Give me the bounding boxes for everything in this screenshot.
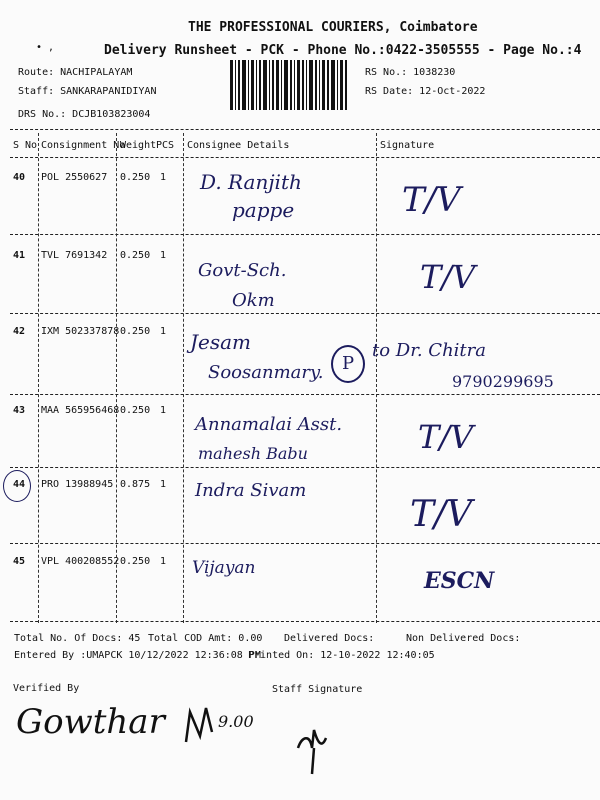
consignee-handwriting: Annamalai Asst.: [195, 414, 343, 435]
consignee-handwriting: Okm: [232, 290, 275, 311]
total-cod: Total COD Amt: 0.00: [148, 633, 263, 644]
row-weight: 0.250: [120, 172, 151, 183]
table-bottom-rule: [10, 621, 600, 622]
signature-handwriting: ESCN: [424, 568, 495, 594]
header-bottom-rule: [10, 157, 600, 158]
consignee-handwriting: Jesam: [190, 330, 252, 354]
row-pcs: 1: [160, 250, 167, 261]
col-sep: [376, 133, 377, 623]
non-delivered-docs: Non Delivered Docs:: [406, 633, 521, 644]
consignee-handwriting: mahesh Babu: [198, 444, 308, 463]
row-rule: [10, 467, 600, 468]
row-rule: [10, 234, 600, 235]
column-weight: Weight: [120, 140, 157, 151]
col-sep: [38, 133, 39, 623]
time-note: 9.00: [218, 712, 254, 731]
verifier-signature: Gowthar: [16, 702, 165, 742]
row-consignment: POL 2550627: [41, 172, 108, 183]
signature-handwriting: T/V: [420, 258, 476, 296]
row-sno: 45: [13, 556, 26, 567]
col-sep: [116, 133, 117, 623]
signature-handwriting: T/V: [418, 418, 474, 456]
total-docs: Total No. Of Docs: 45: [14, 633, 141, 644]
row-consignment: TVL 7691342: [41, 250, 108, 261]
staff-signature-scribble: [292, 718, 342, 778]
signature-handwriting: to Dr. Chitra: [372, 340, 486, 361]
staff-label: Staff: SANKARAPANIDIYAN: [18, 86, 157, 97]
phone-handwriting: 9790299695: [452, 372, 554, 391]
consignee-handwriting: Indra Sivam: [195, 480, 307, 501]
entered-by: Entered By :UMAPCK 10/12/2022 12:36:08 PM: [14, 650, 261, 661]
row-pcs: 1: [160, 172, 167, 183]
initials-scribble: [182, 702, 222, 746]
row-sno: 40: [13, 172, 26, 183]
row-consignment: PRO 13988945: [41, 479, 114, 490]
stamp-circle: P: [331, 345, 365, 383]
consignee-handwriting: D. Ranjith: [200, 170, 302, 194]
consignee-handwriting: pappe: [232, 198, 295, 222]
row-consignment: MAA 565956468: [41, 405, 120, 416]
row-weight: 0.250: [120, 556, 151, 567]
column-signature: Signature: [380, 140, 435, 151]
row-pcs: 1: [160, 556, 167, 567]
row-consignment: VPL 400208552: [41, 556, 120, 567]
row-pcs: 1: [160, 326, 167, 337]
col-sep: [183, 133, 184, 623]
row-rule: [10, 543, 600, 544]
stray-mark: • ,: [36, 42, 55, 53]
printed-on: Printed On: 12-10-2022 12:40:05: [248, 650, 435, 661]
row-rule: [10, 394, 600, 395]
company-title: THE PROFESSIONAL COURIERS, Coimbatore: [188, 20, 478, 35]
rs-date: RS Date: 12-Oct-2022: [365, 86, 486, 97]
consignee-handwriting: Soosanmary.: [208, 362, 324, 383]
route-label: Route: NACHIPALAYAM: [18, 67, 133, 78]
row-consignment: IXM 502337878: [41, 326, 120, 337]
column-sno: S No: [13, 140, 38, 151]
consignee-handwriting: Vijayan: [192, 558, 256, 578]
runsheet-subtitle: Delivery Runsheet - PCK - Phone No.:0422-3505555 - Page No.:4: [104, 43, 582, 58]
staff-signature-label: Staff Signature: [272, 684, 363, 695]
rs-number: RS No.: 1038230: [365, 67, 456, 78]
row-weight: 0.250: [120, 405, 151, 416]
row-sno: 42: [13, 326, 26, 337]
row-sno: 41: [13, 250, 26, 261]
table-top-rule: [10, 129, 600, 130]
row-sno: 44: [13, 479, 26, 490]
consignee-handwriting: Govt-Sch.: [198, 260, 287, 281]
verified-by-label: Verified By: [13, 683, 80, 694]
signature-handwriting: T/V: [402, 180, 461, 220]
row-weight: 0.875: [120, 479, 151, 490]
column-consignment: Consignment No: [41, 140, 126, 151]
column-consignee: Consignee Details: [187, 140, 290, 151]
drs-number: DRS No.: DCJB103823004: [18, 109, 151, 120]
signature-handwriting: T/V: [410, 494, 473, 535]
row-sno: 43: [13, 405, 26, 416]
row-weight: 0.250: [120, 250, 151, 261]
delivered-docs: Delivered Docs:: [284, 633, 375, 644]
barcode-image: [230, 60, 350, 112]
row-weight: 0.250: [120, 326, 151, 337]
row-rule: [10, 313, 600, 314]
column-pcs: PCS: [156, 140, 175, 151]
row-pcs: 1: [160, 479, 167, 490]
row-pcs: 1: [160, 405, 167, 416]
